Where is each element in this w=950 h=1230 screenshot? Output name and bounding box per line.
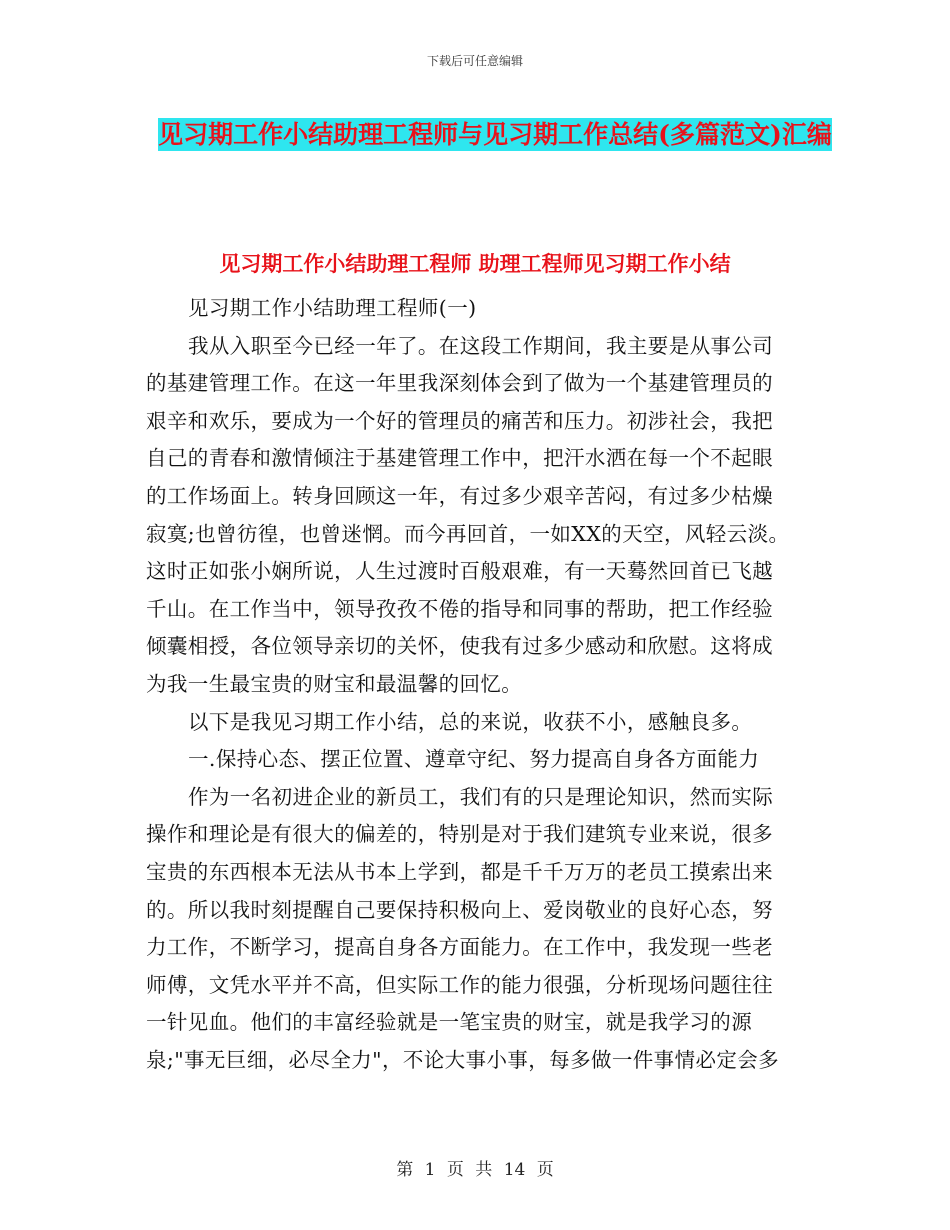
body-line: 操作和理论是有很大的偏差的，特别是对于我们建筑专业来说，很多 xyxy=(146,822,773,847)
body-line: 以下是我见习期工作小结，总的来说，收获不小，感触良多。 xyxy=(188,709,753,734)
page-footer: 第 1 页 共 14 页 xyxy=(396,1160,554,1180)
body-line: 的基建管理工作。在这一年里我深刻体会到了做为一个基建管理员的 xyxy=(146,371,773,396)
body-line: 师傅，文凭水平并不高，但实际工作的能力很强，分析现场问题往往 xyxy=(146,972,773,997)
body-line: 的工作场面上。转身回顾这一年，有过多少艰辛苦闷，有过多少枯燥 xyxy=(146,483,773,508)
body-line: 寂寞;也曾彷徨，也曾迷惘。而今再回首，一如XX的天空，风轻云淡。 xyxy=(146,521,790,546)
body-line: 一.保持心态、摆正位置、遵章守纪、努力提高自身各方面能力 xyxy=(188,747,760,772)
document-title xyxy=(150,112,840,158)
body-line: 倾囊相授，各位领导亲切的关怀，使我有过多少感动和欣慰。这将成 xyxy=(146,634,773,659)
body-line: 宝贵的东西根本无法从书本上学到，都是千千万万的老员工摸索出来 xyxy=(146,859,773,884)
section-subtitle: 见习期工作小结助理工程师 助理工程师见习期工作小结 xyxy=(219,251,731,276)
body-line: 这时正如张小娴所说，人生过渡时百般艰难，有一天蓦然回首已飞越 xyxy=(146,559,773,584)
body-line: 的。所以我时刻提醒自己要保持积极向上、爱岗敬业的良好心态，努 xyxy=(146,897,773,922)
body-line: 艰辛和欢乐，要成为一个好的管理员的痛苦和压力。初涉社会，我把 xyxy=(146,408,773,433)
body-line: 力工作，不断学习，提高自身各方面能力。在工作中，我发现一些老 xyxy=(146,935,773,960)
body-line: 泉;"事无巨细，必尽全力"，不论大事小事，每多做一件事情必定会多 xyxy=(146,1047,780,1072)
body-line: 为我一生最宝贵的财宝和最温馨的回忆。 xyxy=(146,671,523,696)
body-line: 见习期工作小结助理工程师(一) xyxy=(188,296,477,320)
body-line: 自己的青春和激情倾注于基建管理工作中，把汗水洒在每一个不起眼 xyxy=(146,446,773,471)
body-line: 我从入职至今已经一年了。在这段工作期间，我主要是从事公司 xyxy=(188,333,774,358)
document-title-text: 见习期工作小结助理工程师与见习期工作总结(多篇范文)汇编 xyxy=(158,120,832,149)
body-line: 作为一名初进企业的新员工，我们有的只是理论知识，然而实际 xyxy=(188,784,774,809)
header-note: 下载后可任意编辑 xyxy=(426,54,523,68)
body-line: 千山。在工作当中，领导孜孜不倦的指导和同事的帮助，把工作经验 xyxy=(146,596,773,621)
document-body xyxy=(146,290,806,1079)
body-line: 一针见血。他们的丰富经验就是一笔宝贵的财宝，就是我学习的源 xyxy=(146,1010,753,1035)
